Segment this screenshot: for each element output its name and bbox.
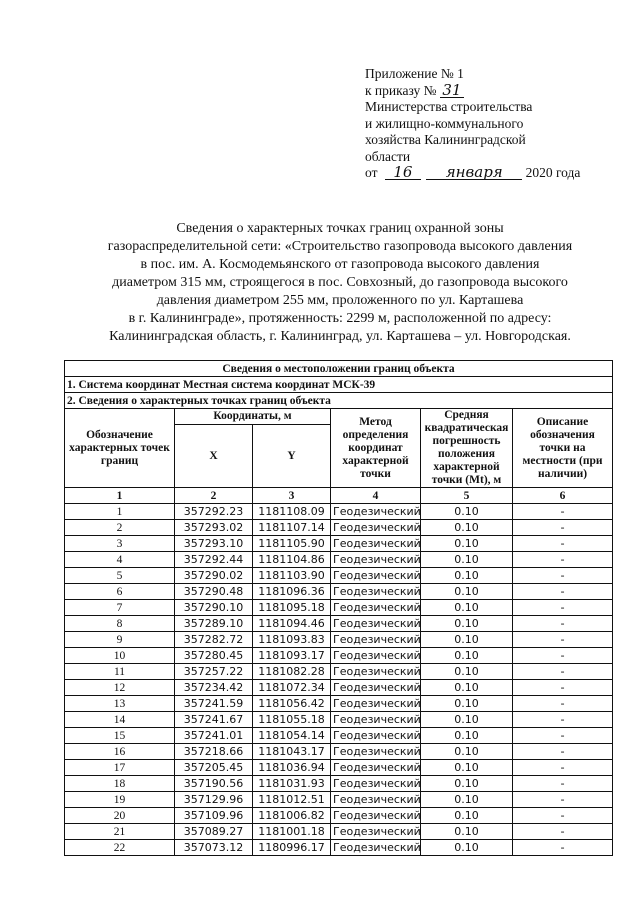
col-header-y: Y [253,425,331,488]
description-cell: - [513,680,613,696]
method-cell: Геодезический [331,760,421,776]
table-row [65,760,613,776]
y-coordinate-cell: 1181001.18 [253,824,331,840]
y-coordinate-cell: 1181012.51 [253,792,331,808]
table-row [65,712,613,728]
ministry-line-1: Министерства строительства [365,99,533,114]
method-cell: Геодезический [331,584,421,600]
title-line-4: диаметром 315 мм, строящегося в пос. Совхозный, до газопровода высокого [112,275,568,290]
point-id-cell: 8 [65,616,175,632]
ministry-line-4: области [365,148,411,164]
y-coordinate-cell: 1181107.14 [253,520,331,536]
date-day-handwritten: 16 [385,165,421,180]
point-id-cell: 14 [65,712,175,728]
y-coordinate-cell: 1181096.36 [253,584,331,600]
method-cell: Геодезический [331,680,421,696]
description-cell: - [513,696,613,712]
description-cell: - [513,648,613,664]
appendix-header [365,66,580,182]
date-month-handwritten: января [426,165,522,180]
x-coordinate-cell: 357293.10 [175,536,253,552]
point-id-cell: 12 [65,680,175,696]
method-cell: Геодезический [331,824,421,840]
x-coordinate-cell: 357218.66 [175,744,253,760]
date-suffix: 2020 года [525,165,581,180]
description-cell: - [513,584,613,600]
table-row [65,808,613,824]
description-cell: - [513,808,613,824]
table-row [65,776,613,792]
title-line-6: в г. Калининграде», протяженность: 2299 м, расположенной по адресу: [128,311,552,326]
x-coordinate-cell: 357280.45 [175,648,253,664]
section-title: Сведения о местоположении границ объекта [65,361,613,377]
error-cell: 0.10 [421,600,513,616]
method-cell: Геодезический [331,664,421,680]
error-cell: 0.10 [421,504,513,520]
column-number-row [65,488,613,504]
error-cell: 0.10 [421,808,513,824]
error-cell: 0.10 [421,696,513,712]
method-cell: Геодезический [331,504,421,520]
description-cell: - [513,600,613,616]
point-id-cell: 19 [65,792,175,808]
error-cell: 0.10 [421,840,513,856]
error-cell: 0.10 [421,632,513,648]
column-number: 4 [331,488,421,504]
x-coordinate-cell: 357241.01 [175,728,253,744]
col-header-error: Средняя квадратическая погрешность положения характерной точки (Mt), м [421,409,513,488]
point-id-cell: 11 [65,664,175,680]
method-cell: Геодезический [331,792,421,808]
error-cell: 0.10 [421,680,513,696]
column-number: 2 [175,488,253,504]
y-coordinate-cell: 1181093.17 [253,648,331,664]
method-cell: Геодезический [331,520,421,536]
table-row [65,520,613,536]
col-header-coords: Координаты, м [175,409,331,425]
y-coordinate-cell: 1181055.18 [253,712,331,728]
method-cell: Геодезический [331,536,421,552]
point-id-cell: 15 [65,728,175,744]
table-row [65,792,613,808]
table-row [65,648,613,664]
title-line-1: Сведения о характерных точках границ охранной зоны [176,221,504,236]
error-cell: 0.10 [421,568,513,584]
error-cell: 0.10 [421,744,513,760]
point-id-cell: 5 [65,568,175,584]
order-number-handwritten: 31 [440,83,464,98]
title-line-3: в пос. им. А. Космодемьянского от газопровода высокого давления [140,257,540,272]
point-id-cell: 6 [65,584,175,600]
description-cell: - [513,824,613,840]
error-cell: 0.10 [421,552,513,568]
x-coordinate-cell: 357292.44 [175,552,253,568]
method-cell: Геодезический [331,776,421,792]
col-header-description: Описание обозначения точки на местности (при наличии) [513,409,613,488]
point-id-cell: 22 [65,840,175,856]
x-coordinate-cell: 357290.48 [175,584,253,600]
table-row [65,696,613,712]
description-cell: - [513,520,613,536]
method-cell: Геодезический [331,616,421,632]
y-coordinate-cell: 1181036.94 [253,760,331,776]
description-cell: - [513,504,613,520]
x-coordinate-cell: 357109.96 [175,808,253,824]
point-id-cell: 7 [65,600,175,616]
error-cell: 0.10 [421,728,513,744]
description-cell: - [513,632,613,648]
y-coordinate-cell: 1181104.86 [253,552,331,568]
error-cell: 0.10 [421,776,513,792]
error-cell: 0.10 [421,712,513,728]
point-id-cell: 1 [65,504,175,520]
ministry-line-3: хозяйства Калининградской [365,132,526,147]
date-prefix: от [365,165,378,180]
point-id-cell: 16 [65,744,175,760]
y-coordinate-cell: 1181043.17 [253,744,331,760]
y-coordinate-cell: 1181082.28 [253,664,331,680]
y-coordinate-cell: 1181105.90 [253,536,331,552]
table-row [65,616,613,632]
x-coordinate-cell: 357290.10 [175,600,253,616]
y-coordinate-cell: 1181072.34 [253,680,331,696]
x-coordinate-cell: 357292.23 [175,504,253,520]
x-coordinate-cell: 357241.59 [175,696,253,712]
method-cell: Геодезический [331,744,421,760]
description-cell: - [513,568,613,584]
error-cell: 0.10 [421,536,513,552]
error-cell: 0.10 [421,616,513,632]
point-id-cell: 10 [65,648,175,664]
date-line [365,165,580,182]
x-coordinate-cell: 357289.10 [175,616,253,632]
method-cell: Геодезический [331,728,421,744]
column-number: 6 [513,488,613,504]
table-row [65,632,613,648]
table-row [65,600,613,616]
point-id-cell: 21 [65,824,175,840]
order-line [365,80,580,100]
table-row [65,536,613,552]
point-id-cell: 2 [65,520,175,536]
title-line-2: газораспределительной сети: «Строительство газопровода высокого давления [107,239,573,254]
error-cell: 0.10 [421,664,513,680]
error-cell: 0.10 [421,760,513,776]
error-cell: 0.10 [421,824,513,840]
point-id-cell: 13 [65,696,175,712]
x-coordinate-cell: 357290.02 [175,568,253,584]
col-header-point: Обозначение характерных точек границ [65,409,175,488]
x-coordinate-cell: 357234.42 [175,680,253,696]
column-number: 5 [421,488,513,504]
method-cell: Геодезический [331,840,421,856]
y-coordinate-cell: 1181103.90 [253,568,331,584]
table-row [65,568,613,584]
x-coordinate-cell: 357129.96 [175,792,253,808]
title-line-5: давления диаметром 255 мм, проложенного по ул. Карташева [156,293,524,308]
y-coordinate-cell: 1181108.09 [253,504,331,520]
method-cell: Геодезический [331,632,421,648]
table-row [65,728,613,744]
error-cell: 0.10 [421,520,513,536]
y-coordinate-cell: 1181056.42 [253,696,331,712]
x-coordinate-cell: 357257.22 [175,664,253,680]
error-cell: 0.10 [421,648,513,664]
y-coordinate-cell: 1181095.18 [253,600,331,616]
error-cell: 0.10 [421,792,513,808]
method-cell: Геодезический [331,552,421,568]
order-prefix: к приказу № [365,82,437,98]
column-number: 1 [65,488,175,504]
point-id-cell: 9 [65,632,175,648]
description-cell: - [513,728,613,744]
appendix-title: Приложение № 1 [365,66,464,81]
title-line-7: Калининградская область, г. Калининград, ул. Карташева – ул. Новгородская. [109,329,571,344]
error-cell: 0.10 [421,584,513,600]
method-cell: Геодезический [331,648,421,664]
table-row [65,680,613,696]
table-row [65,824,613,840]
y-coordinate-cell: 1181093.83 [253,632,331,648]
y-coordinate-cell: 1181006.82 [253,808,331,824]
x-coordinate-cell: 357190.56 [175,776,253,792]
description-cell: - [513,552,613,568]
description-cell: - [513,664,613,680]
description-cell: - [513,840,613,856]
method-cell: Геодезический [331,600,421,616]
table-row [65,840,613,856]
ministry-line-2: и жилищно-коммунального [365,115,524,131]
point-id-cell: 20 [65,808,175,824]
method-cell: Геодезический [331,808,421,824]
points-section-row: 2. Сведения о характерных точках границ объекта [65,393,613,409]
x-coordinate-cell: 357241.67 [175,712,253,728]
table-row [65,744,613,760]
point-id-cell: 18 [65,776,175,792]
table-row [65,584,613,600]
description-cell: - [513,536,613,552]
point-id-cell: 17 [65,760,175,776]
col-header-x: X [175,425,253,488]
y-coordinate-cell: 1180996.17 [253,840,331,856]
x-coordinate-cell: 357073.12 [175,840,253,856]
boundary-points-table [64,360,613,856]
x-coordinate-cell: 357089.27 [175,824,253,840]
x-coordinate-cell: 357293.02 [175,520,253,536]
method-cell: Геодезический [331,568,421,584]
method-cell: Геодезический [331,696,421,712]
table-row [65,552,613,568]
y-coordinate-cell: 1181054.14 [253,728,331,744]
x-coordinate-cell: 357205.45 [175,760,253,776]
description-cell: - [513,776,613,792]
point-id-cell: 3 [65,536,175,552]
column-number: 3 [253,488,331,504]
y-coordinate-cell: 1181094.46 [253,616,331,632]
description-cell: - [513,760,613,776]
description-cell: - [513,712,613,728]
coordinate-system-row: 1. Система координат Местная система координат МСК-39 [65,377,613,393]
description-cell: - [513,792,613,808]
point-id-cell: 4 [65,552,175,568]
col-header-method: Метод определения координат характерной точки [331,409,421,488]
method-cell: Геодезический [331,712,421,728]
description-cell: - [513,744,613,760]
description-cell: - [513,616,613,632]
table-row [65,504,613,520]
y-coordinate-cell: 1181031.93 [253,776,331,792]
document-title [60,220,620,346]
table-row [65,664,613,680]
x-coordinate-cell: 357282.72 [175,632,253,648]
